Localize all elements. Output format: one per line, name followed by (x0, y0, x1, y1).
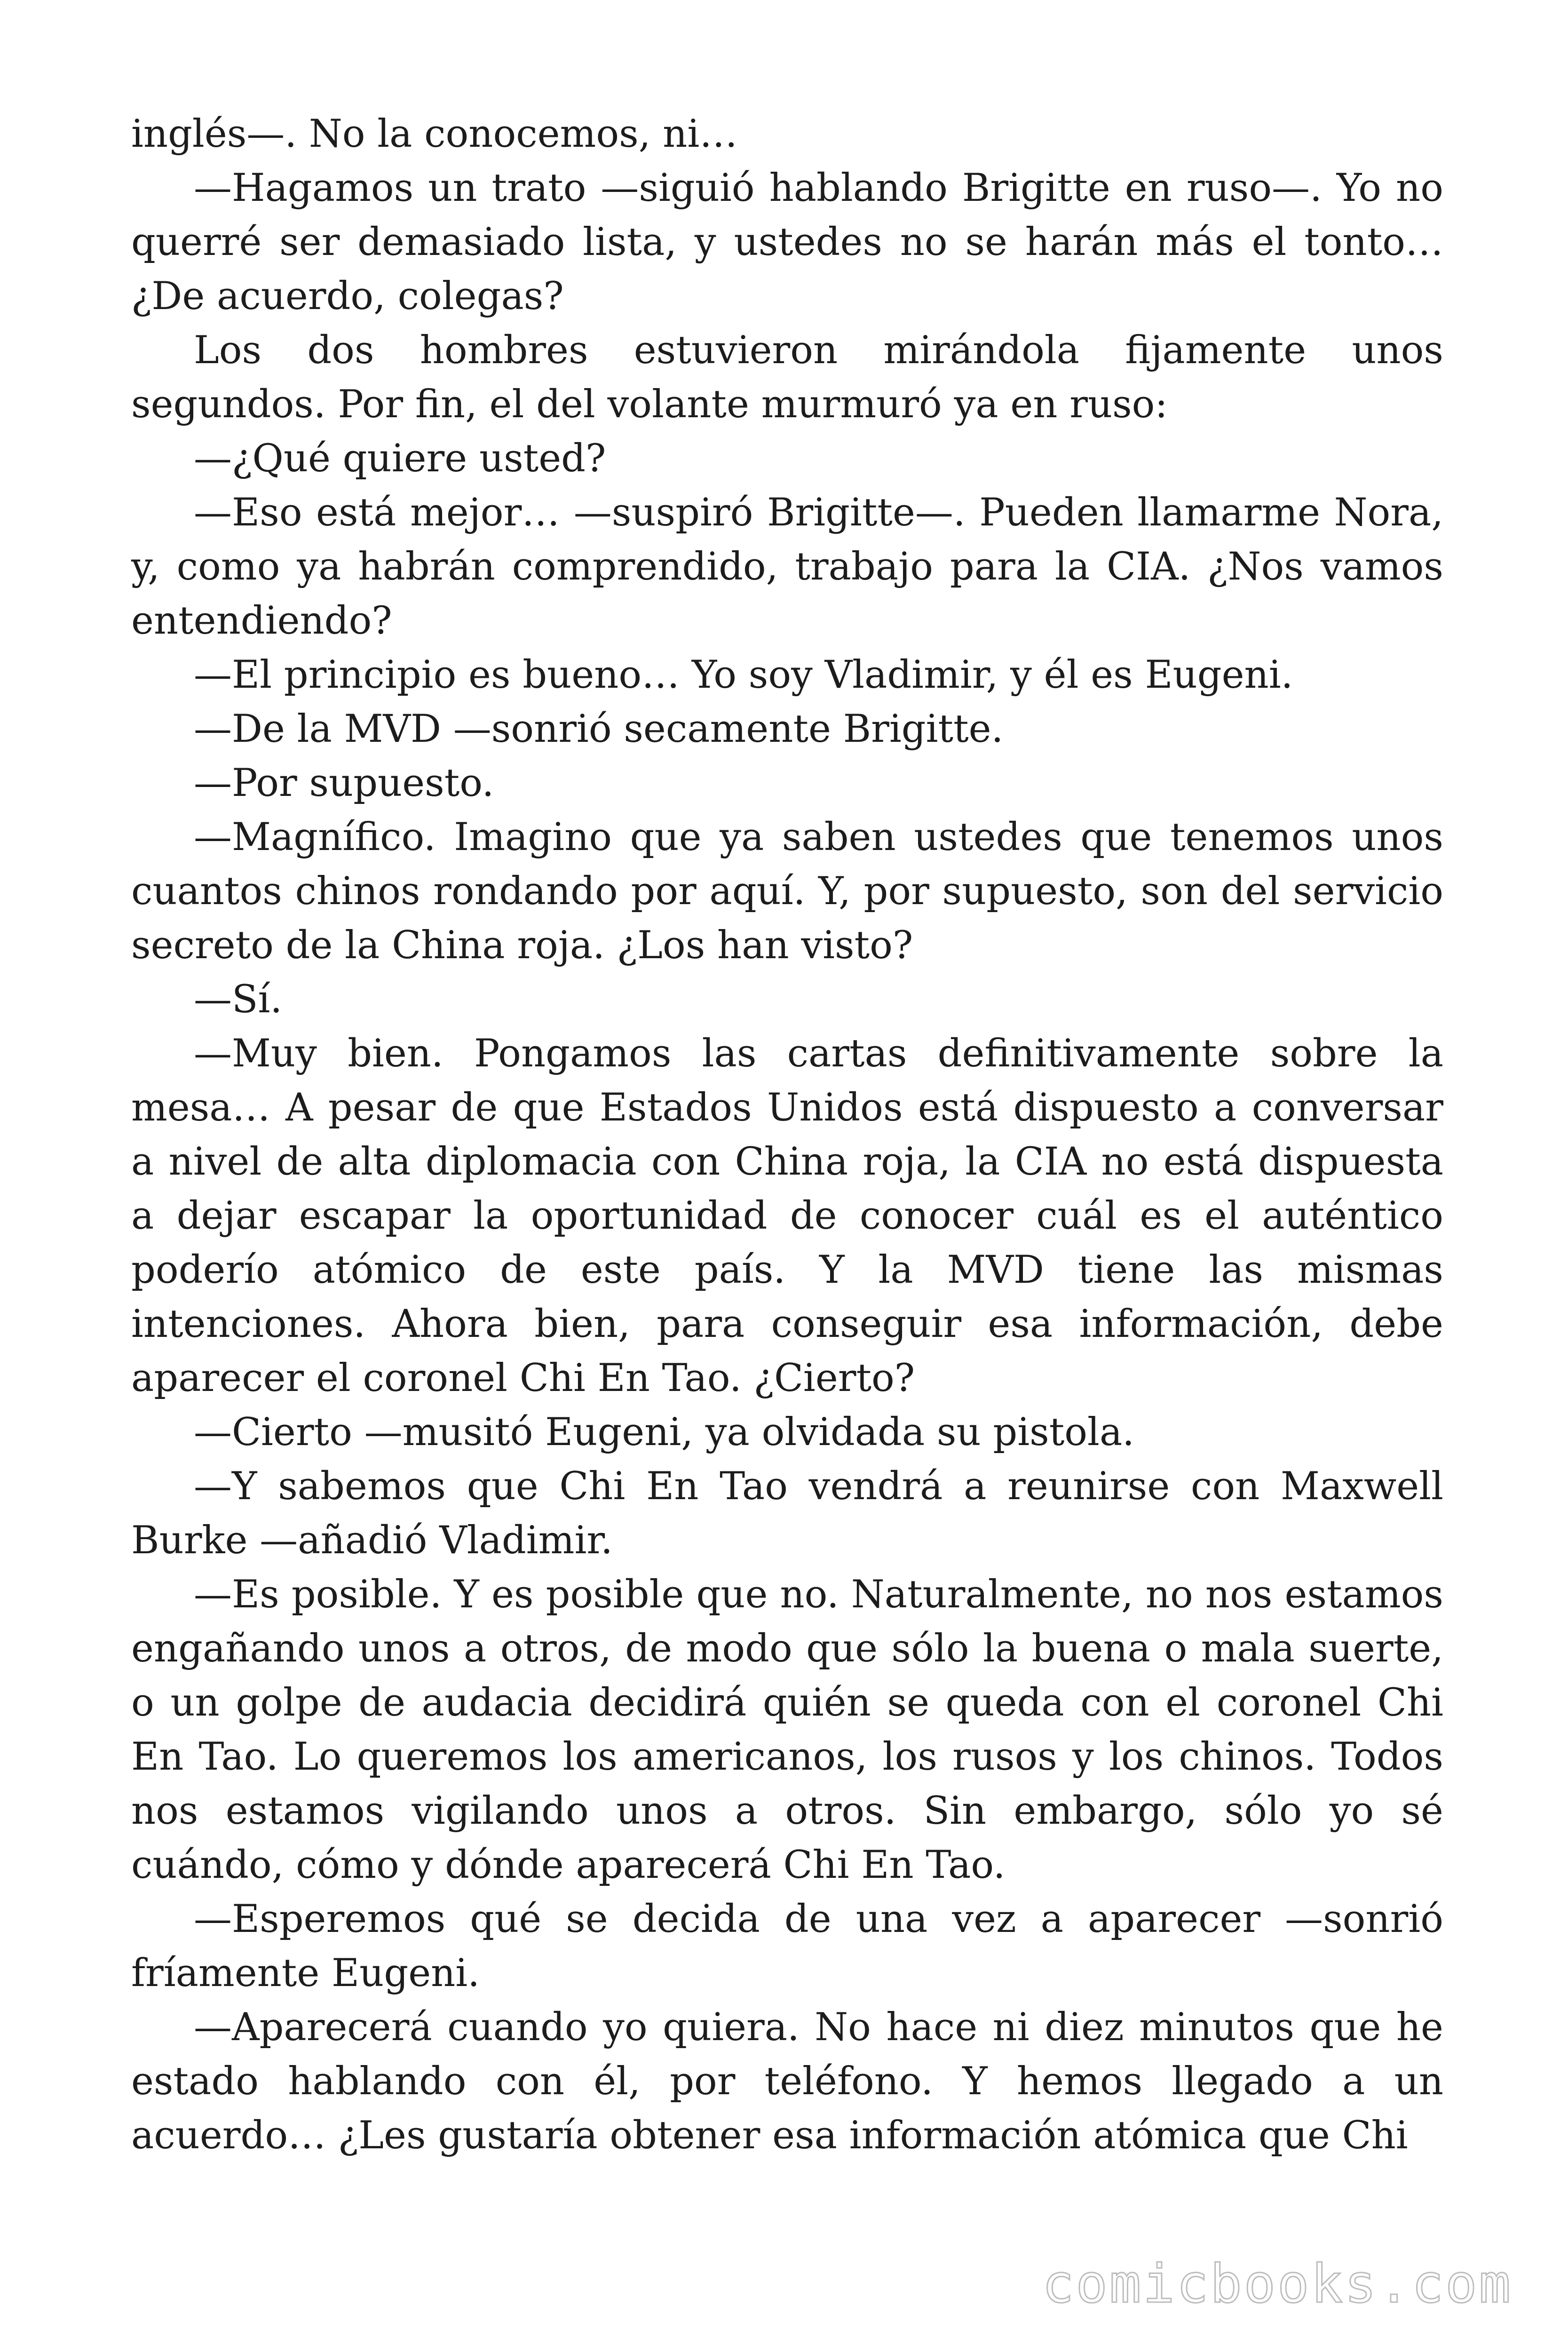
paragraph-14: —Es posible. Y es posible que no. Naturalmente, no nos estamos engañando unos a otros, de modo que sólo la buena o mala suerte, o un golpe de audacia decidirá quién se queda con el coronel Chi En Tao. Lo queremos los americanos, los rusos y los chinos. Todos nos estamos vigilando unos a otros. Sin embargo, sólo yo sé cuándo, cómo y dónde aparecerá Chi En Tao. (131, 1573, 1443, 1887)
watermark: comicbooks.com (1042, 2254, 1513, 2315)
paragraph-4: —¿Qué quiere usted? (194, 437, 606, 481)
paragraph-12: —Cierto —musitó Eugeni, ya olvidada su pistola. (194, 1410, 1135, 1454)
paragraph-8: —Por supuesto. (194, 761, 494, 805)
paragraph-1: inglés—. No la conocemos, ni… (131, 112, 738, 156)
paragraph-13: —Y sabemos que Chi En Tao vendrá a reunirse con Maxwell Burke —añadió Vladimir. (131, 1464, 1443, 1563)
paragraph-2: —Hagamos un trato —siguió hablando Brigitte en ruso—. Yo no querré ser demasiado lista, y ustedes no se harán más el tonto… ¿De acuerdo, colegas? (131, 166, 1443, 318)
page-body (131, 107, 1443, 2163)
paragraph-15: —Esperemos qué se decida de una vez a aparecer —sonrió fríamente Eugeni. (131, 1897, 1443, 1995)
paragraph-5: —Eso está mejor… —suspiró Brigitte—. Pueden llamarme Nora, y, como ya habrán comprendido, trabajo para la CIA. ¿Nos vamos entendiendo? (131, 491, 1443, 643)
paragraph-3: Los dos hombres estuvieron mirándola fijamente unos segundos. Por fin, el del volante murmuró ya en ruso: (131, 328, 1443, 427)
paragraph-7: —De la MVD —sonrió secamente Brigitte. (194, 707, 1004, 751)
paragraph-10: —Sí. (194, 977, 283, 1022)
paragraph-9: —Magnífico. Imagino que ya saben ustedes que tenemos unos cuantos chinos rondando por aquí. Y, por supuesto, son del servicio secreto de la China roja. ¿Los han visto? (131, 815, 1443, 968)
paragraph-11: —Muy bien. Pongamos las cartas definitivamente sobre la mesa… A pesar de que Estados Unidos está dispuesto a conversar a nivel de alta diplomacia con China roja, la CIA no está dispuesta a dejar escapar la oportunidad de conocer cuál es el auténtico poderío atómico de este país. Y la MVD tiene las mismas intenciones. Ahora bien, para conseguir esa información, debe aparecer el coronel Chi En Tao. ¿Cierto? (131, 1032, 1443, 1400)
paragraph-6: —El principio es bueno… Yo soy Vladimir, y él es Eugeni. (194, 653, 1293, 697)
paragraph-16: —Aparecerá cuando yo quiera. No hace ni diez minutos que he estado hablando con él, por teléfono. Y hemos llegado a un acuerdo… ¿Les gustaría obtener esa información atómica que Chi (131, 2005, 1443, 2158)
